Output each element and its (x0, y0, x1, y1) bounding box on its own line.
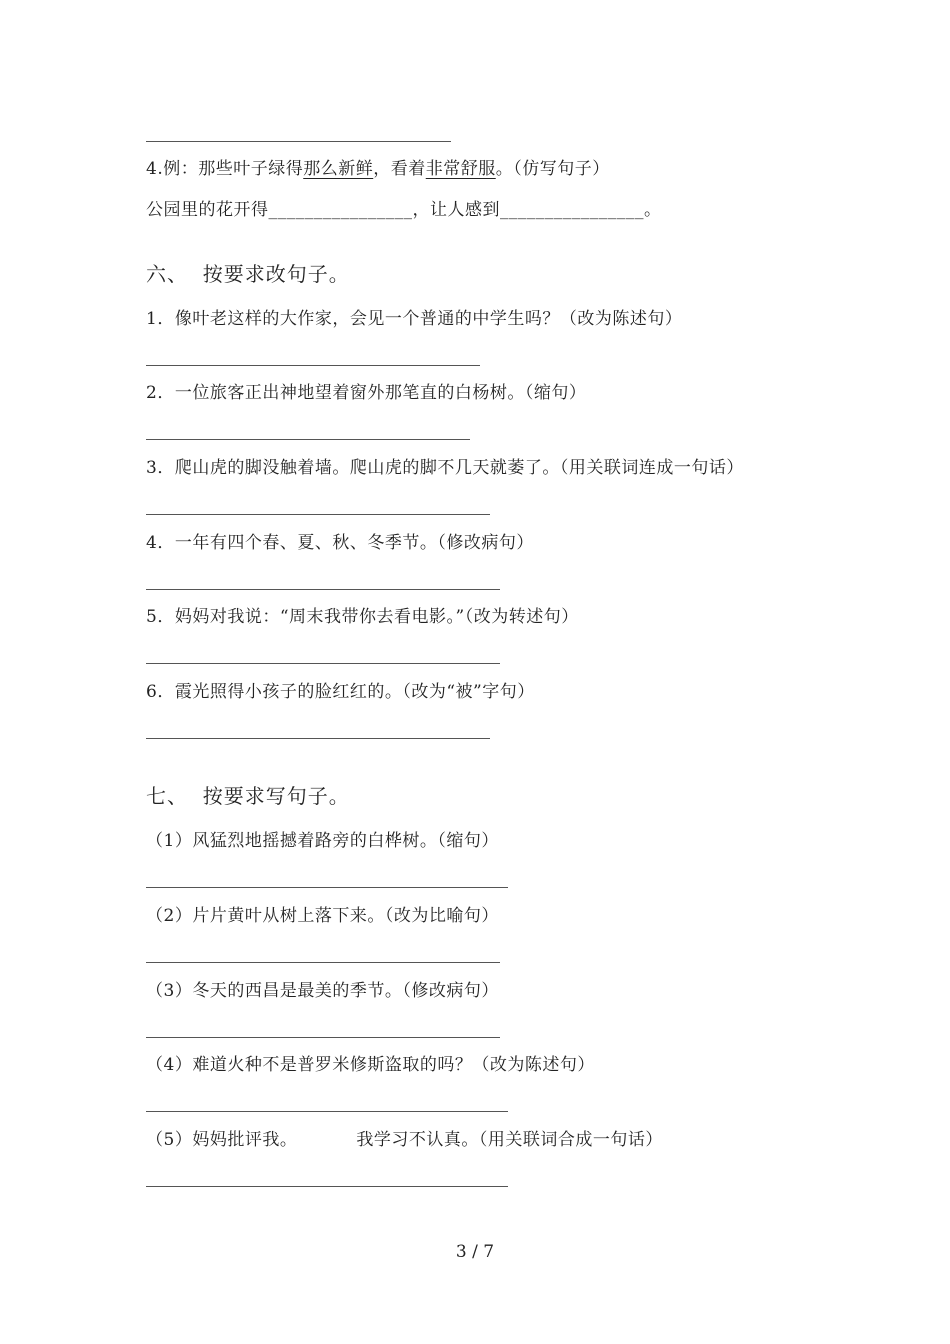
section-7-item-5: （5）妈妈批评我。 我学习不认真。（用关联词合成一句话） (146, 1130, 663, 1150)
answer-line (146, 887, 508, 888)
answer-line (146, 439, 470, 440)
section-6-item-5: 5．妈妈对我说：“周末我带你去看电影。”（改为转述句） (146, 607, 579, 627)
answer-line (146, 141, 451, 142)
q4-prefix: 4.例：那些叶子绿得 (146, 159, 304, 179)
section-7-item-1: （1）风猛烈地摇撼着路旁的白桦树。（缩句） (146, 831, 499, 851)
q4-suffix: 。（仿写句子） (495, 159, 610, 179)
section-6-item-2: 2．一位旅客正出神地望着窗外那笔直的白杨树。（缩句） (146, 383, 587, 403)
section-7-item-2: （2）片片黄叶从树上落下来。（改为比喻句） (146, 906, 499, 926)
question-4-fill: 公园里的花开得________________，让人感到________________。 (146, 200, 662, 220)
answer-line (146, 663, 500, 664)
section-7-item-3: （3）冬天的西昌是最美的季节。（修改病句） (146, 981, 499, 1001)
answer-line (146, 514, 490, 515)
section-6-title: 六、 按要求改句子。 (146, 262, 350, 286)
section-7-item-4: （4）难道火种不是普罗米修斯盗取的吗？（改为陈述句） (146, 1055, 595, 1075)
section-6-item-6: 6．霞光照得小孩子的脸红红的。（改为“被”字句） (146, 682, 535, 702)
q4-underlined-1: 那么新鲜 (303, 159, 374, 179)
answer-line (146, 589, 500, 590)
answer-line (146, 1186, 508, 1187)
section-6-item-3: 3．爬山虎的脚没触着墙。爬山虎的脚不几天就萎了。（用关联词连成一句话） (146, 458, 744, 478)
q4-mid: ，看着 (373, 159, 426, 179)
answer-line (146, 1111, 508, 1112)
section-6-item-4: 4．一年有四个春、夏、秋、冬季节。（修改病句） (146, 533, 534, 553)
answer-line (146, 365, 480, 366)
q4-underlined-2: 非常舒服 (425, 159, 496, 179)
page-number: 3 / 7 (455, 1242, 495, 1262)
question-4 (146, 158, 610, 180)
section-7-title: 七、 按要求写句子。 (146, 784, 350, 808)
answer-line (146, 738, 490, 739)
answer-line (146, 1037, 500, 1038)
answer-line (146, 962, 500, 963)
section-6-item-1: 1．像叶老这样的大作家，会见一个普通的中学生吗？（改为陈述句） (146, 309, 683, 329)
